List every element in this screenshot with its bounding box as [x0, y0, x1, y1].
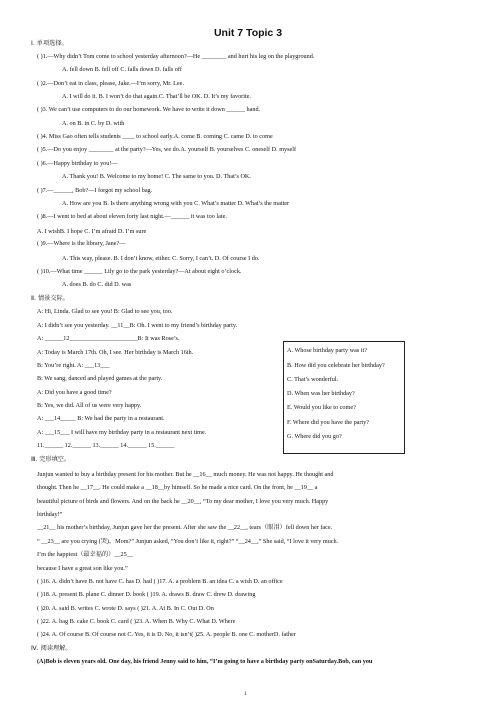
passage-line: birthday!” — [37, 510, 63, 518]
passage-line: beautiful picture of birds and flowers. And on the back he __20__, “To my dear mother, I love you very much. Happy — [37, 497, 329, 505]
dialogue-line: A: Did you have a good time? — [37, 389, 112, 397]
cloze-options: ( )24. A. Of course B. Of course not C. Yes, it is D. No, it isn’t( )25. A. people B. one C. motherD. father — [37, 630, 296, 638]
passage-line: __21__ his mother’s birthday, Junjun gave her the present. After she saw the __22__, tears（眼泪）fell down her face. — [37, 523, 333, 531]
cloze-options: ( )18. A. present B. plane C. dinner D. book ( )19. A. draws B. draw C. drew D. drawing — [37, 590, 256, 598]
section-1-heading: Ⅰ. 单项选择。 — [31, 40, 68, 47]
question-10-options: A. does B. do C. did D. was — [62, 280, 132, 288]
passage-line: thought. Then he __17__. He could make a __18__by himself. So he made a nice card. On the front, he __19__ a — [37, 483, 318, 491]
option-f: F. Where did you have the party? — [287, 418, 370, 426]
reading-passage-line: (A)Bob is eleven years old. One day, his friend Jenny said to him, “I’m going to have a birthday party onSaturday.Bob, can you — [37, 658, 373, 666]
question-1: ( )1.—Why didn’t Tom come to school yesterday afternoon?—He ________ and hurt his leg on the playground. — [37, 52, 315, 60]
option-c: C. That’s wonderful. — [287, 375, 339, 383]
question-9-options: A. This way, please. B. I don’t know, either. C. Sorry, I can’t. D. Of course I do. — [62, 254, 260, 262]
cloze-options: ( )22. A. bag B. cake C. book C. card ( )23. A. When B. Why C. What D. Where — [37, 618, 236, 625]
question-3-options: A. on B. in C. by D. with — [62, 120, 125, 128]
question-8: ( )8.—I went to bed at about eleven forty last night.—______ it was too late. — [37, 213, 227, 221]
dialogue-line: A: Hi, Linda. Glad to see you! B: Glad to see you, too. — [37, 307, 173, 315]
cloze-options: ( )20. A. said B. writes C. wrote D. says ( )21. A. At B. In C. Out D. On — [37, 605, 214, 612]
dialogue-line: A: Today is March 17th. Oh, I see. Her birthday is March 16th. — [37, 349, 194, 356]
question-2-options: A. I will do it. B. I won’t do that again.C. That’ll be OK. D. It’s my favorite. — [62, 93, 251, 100]
question-7-options: A. How are you B. Is there anything wrong with you C. What’s matter D. What’s the matter — [62, 200, 290, 208]
page-title: Unit 7 Topic 3 — [213, 27, 283, 39]
options-box — [283, 341, 405, 454]
dialogue-line: B: We sang, danced and played games at the party. — [37, 374, 163, 382]
option-e: E. Would you like to come? — [287, 404, 356, 412]
question-9: ( )9.—Where is the library, Jane?— — [37, 240, 126, 248]
answer-blanks: 11.______ 12.______ 13.______ 14.______ 15.______ — [37, 442, 175, 450]
section-3-heading: Ⅲ. 完形填空。 — [31, 456, 71, 464]
dialogue-line: A: ___15___ I will have my birthday party in a restaurant next time. — [37, 429, 207, 437]
passage-line: I’m the happiest（最幸福的）__25__ — [37, 550, 133, 558]
question-2: ( )2.—Don’t eat in class, please, Jake.—I’m sorry, Mr. Lee. — [37, 80, 184, 88]
dialogue-line: A: ___14_____ B: We had the party in a restaurant. — [37, 415, 165, 422]
option-g: G. Where did you go? — [287, 432, 342, 440]
passage-line: because I have a great son like you.” — [37, 565, 128, 572]
option-b: B. How did you celebrate her birthday? — [287, 361, 385, 369]
question-6: ( )6.—Happy birthday to you!— — [37, 160, 118, 168]
question-1-options: A. fell down B. fell off C. falls down D. falls off — [62, 65, 182, 73]
question-8-options: A. I wishB. I hope C. I’m afraid D. I’m sure — [37, 227, 147, 235]
question-5: ( )5.—Do you enjoy ________ at the party?—Yes, we do.A. yourself B. yourselves C. oneself D. myself — [37, 146, 297, 153]
dialogue-line: A: ______12______________________B: It was Rose’s. — [37, 334, 180, 342]
passage-line: “ __23__ are you crying (哭)，Mom?” Junjun asked, “You don’t like it, right?” “__24__,” She said, “I love it very much. — [37, 537, 339, 545]
section-4-heading: Ⅳ. 阅读理解。 — [31, 645, 72, 653]
dialogue-line: A: I didn’t see you yesterday. __11__B: Oh. I went to my friend’s birthday party. — [37, 321, 238, 329]
question-6-options: A. Thank you! B. Welcome to my home! C. The same to you. D. That’s OK. — [62, 173, 251, 181]
section-2-heading: Ⅱ. 情景交际。 — [31, 294, 69, 302]
option-d: D. When was her birthday? — [287, 390, 355, 398]
page-number: 1 — [244, 691, 247, 697]
question-3: ( )3. We can’t use computers to do our homework. We have to write it down ______ hand. — [37, 105, 261, 113]
dialogue-line: B: Yes, we did. All of us were very happy. — [37, 402, 142, 409]
question-10: ( )10.—What time ______ Lily go to the park yesterday?—At about eight o’clock. — [37, 267, 242, 275]
dialogue-line: B: You’re right. A: ___13___ — [37, 362, 110, 369]
question-4: ( )4. Miss Gao often tells students ____ to school early.A. come B. coming C. came D. to come — [37, 133, 273, 141]
passage-line: Junjun wanted to buy a birthday present for his mother. But he __16__ much money. He was not happy. He thought and — [37, 470, 334, 478]
cloze-options: ( )16. A. didn’t have B. not have C. has D. had ( )17. A. a problem B. an idea C. a wish D. an office — [37, 577, 283, 585]
option-a: A. Whose birthday party was it? — [287, 347, 367, 355]
question-7: ( )7.—______, Bob?—I forgot my school bag. — [37, 187, 153, 195]
